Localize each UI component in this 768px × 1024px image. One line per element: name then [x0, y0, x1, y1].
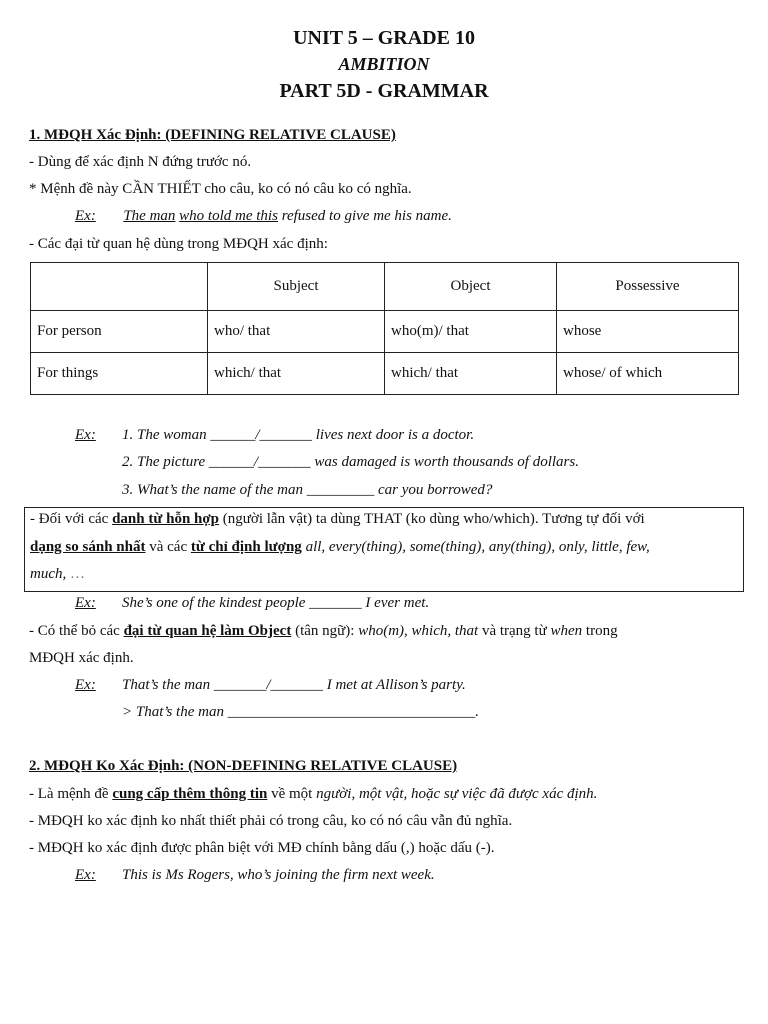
- section2-line1: [29, 785, 597, 803]
- exercise-item-3: 3. What’s the name of the man _________ car you borrowed?: [122, 482, 493, 498]
- rule-text: về một: [267, 786, 317, 802]
- example-relative-clause: who told me this: [179, 208, 278, 224]
- table-header-cell: Object: [385, 263, 557, 311]
- note-text: - Đối với các: [30, 511, 113, 527]
- example-party-text: That’s the man _______/_______ I met at Allison’s party.: [122, 677, 466, 693]
- omit-rule-line: [29, 622, 618, 640]
- rule-pronouns: who(m), which, that: [358, 623, 479, 639]
- section1-line1: - Dùng để xác định N đứng trước nó.: [29, 154, 252, 170]
- note-text: và các: [145, 539, 191, 555]
- rule-keyword: đại từ quan hệ làm Object: [123, 623, 292, 639]
- note-text: (người lẫn vật) ta dùng THAT (ko dùng who/which). Tương tự đối với: [219, 511, 645, 527]
- table-row: [31, 311, 739, 353]
- rule-keyword: cung cấp thêm thông tin: [112, 786, 268, 802]
- note-keyword: từ chỉ định lượng: [190, 539, 302, 555]
- example-label: Ex:: [75, 427, 96, 443]
- rule-text: - Là mệnh đề: [29, 786, 113, 802]
- rule-italic: người, một vật, hoặc sự việc đã được xác định.: [316, 786, 598, 802]
- table-header-cell: [31, 263, 208, 311]
- table-header-row: [31, 263, 739, 311]
- table-cell: For things: [31, 353, 208, 395]
- rule-text: - Có thể bỏ các: [29, 623, 124, 639]
- omit-rule-line-2: MĐQH xác định.: [29, 650, 134, 666]
- note-examples: all, every(thing), some(thing), any(thing), only, little, few,: [301, 539, 650, 555]
- section2-heading: 2. MĐQH Ko Xác Định: (NON-DEFINING RELATIVE CLAUSE): [29, 758, 458, 774]
- example-kindest: [75, 594, 96, 612]
- table-cell: who/ that: [208, 311, 385, 353]
- rule-adverb: when: [550, 623, 583, 639]
- rule-text: và trạng từ: [478, 623, 551, 639]
- table-cell: which/ that: [208, 353, 385, 395]
- example-rest: refused to give me his name.: [277, 208, 452, 224]
- page-title: UNIT 5 – GRADE 10: [293, 27, 475, 49]
- note-line-1: [30, 510, 645, 528]
- relative-pronoun-table: [30, 262, 739, 395]
- example-kindest-text: She’s one of the kindest people _______ I ever met.: [122, 595, 430, 611]
- rule-text: (tân ngữ):: [291, 623, 359, 639]
- exercise-item-2: 2. The picture ______/_______ was damaged is worth thousands of dollars.: [122, 454, 579, 470]
- section1-line3: - Các đại từ quan hệ dùng trong MĐQH xác định:: [29, 236, 328, 252]
- example-party: [75, 676, 96, 694]
- example-nondefining: [75, 866, 96, 884]
- table-cell: which/ that: [385, 353, 557, 395]
- note-line-3: [30, 565, 85, 583]
- note-keyword: danh từ hỗn hợp: [112, 511, 220, 527]
- section1-line2: * Mệnh đề này CẦN THIẾT cho câu, ko có nó câu ko có nghĩa.: [29, 181, 412, 197]
- table-cell: whose/ of which: [557, 353, 739, 395]
- section1-heading: 1. MĐQH Xác Định: (DEFINING RELATIVE CLAUSE): [29, 127, 396, 143]
- section2-line3: - MĐQH ko xác định được phân biệt với MĐ chính bằng dấu (,) hoặc dấu (-).: [29, 840, 495, 856]
- table-header-cell: Subject: [208, 263, 385, 311]
- table-header-cell: Possessive: [557, 263, 739, 311]
- exercise-item-1: 1. The woman ______/_______ lives next door is a doctor.: [122, 427, 475, 443]
- table-row: [31, 353, 739, 395]
- note-box: [24, 507, 744, 592]
- example-label: Ex:: [75, 867, 96, 883]
- example-label: Ex:: [75, 595, 96, 611]
- page-subtitle: AMBITION: [338, 54, 430, 74]
- note-examples: much,: [30, 566, 70, 582]
- table-cell: whose: [557, 311, 739, 353]
- example-party-rewrite: > That’s the man _________________________________.: [122, 704, 479, 720]
- example-label: Ex:: [75, 677, 96, 693]
- rule-text: trong: [582, 623, 618, 639]
- note-line-2: [30, 538, 650, 556]
- example-nondefining-text: This is Ms Rogers, who’s joining the firm next week.: [122, 867, 435, 883]
- exercise-label: [75, 426, 96, 444]
- table-cell: For person: [31, 311, 208, 353]
- part-title: PART 5D - GRAMMAR: [279, 80, 489, 102]
- note-ellipsis: …: [70, 566, 85, 582]
- example-defining: [75, 207, 452, 225]
- section2-line2: - MĐQH ko xác định ko nhất thiết phải có trong câu, ko có nó câu vẫn đủ nghĩa.: [29, 813, 513, 829]
- example-label: Ex:: [75, 208, 96, 224]
- note-keyword: dạng so sánh nhất: [30, 539, 146, 555]
- example-antecedent: The man: [123, 208, 176, 224]
- table-cell: who(m)/ that: [385, 311, 557, 353]
